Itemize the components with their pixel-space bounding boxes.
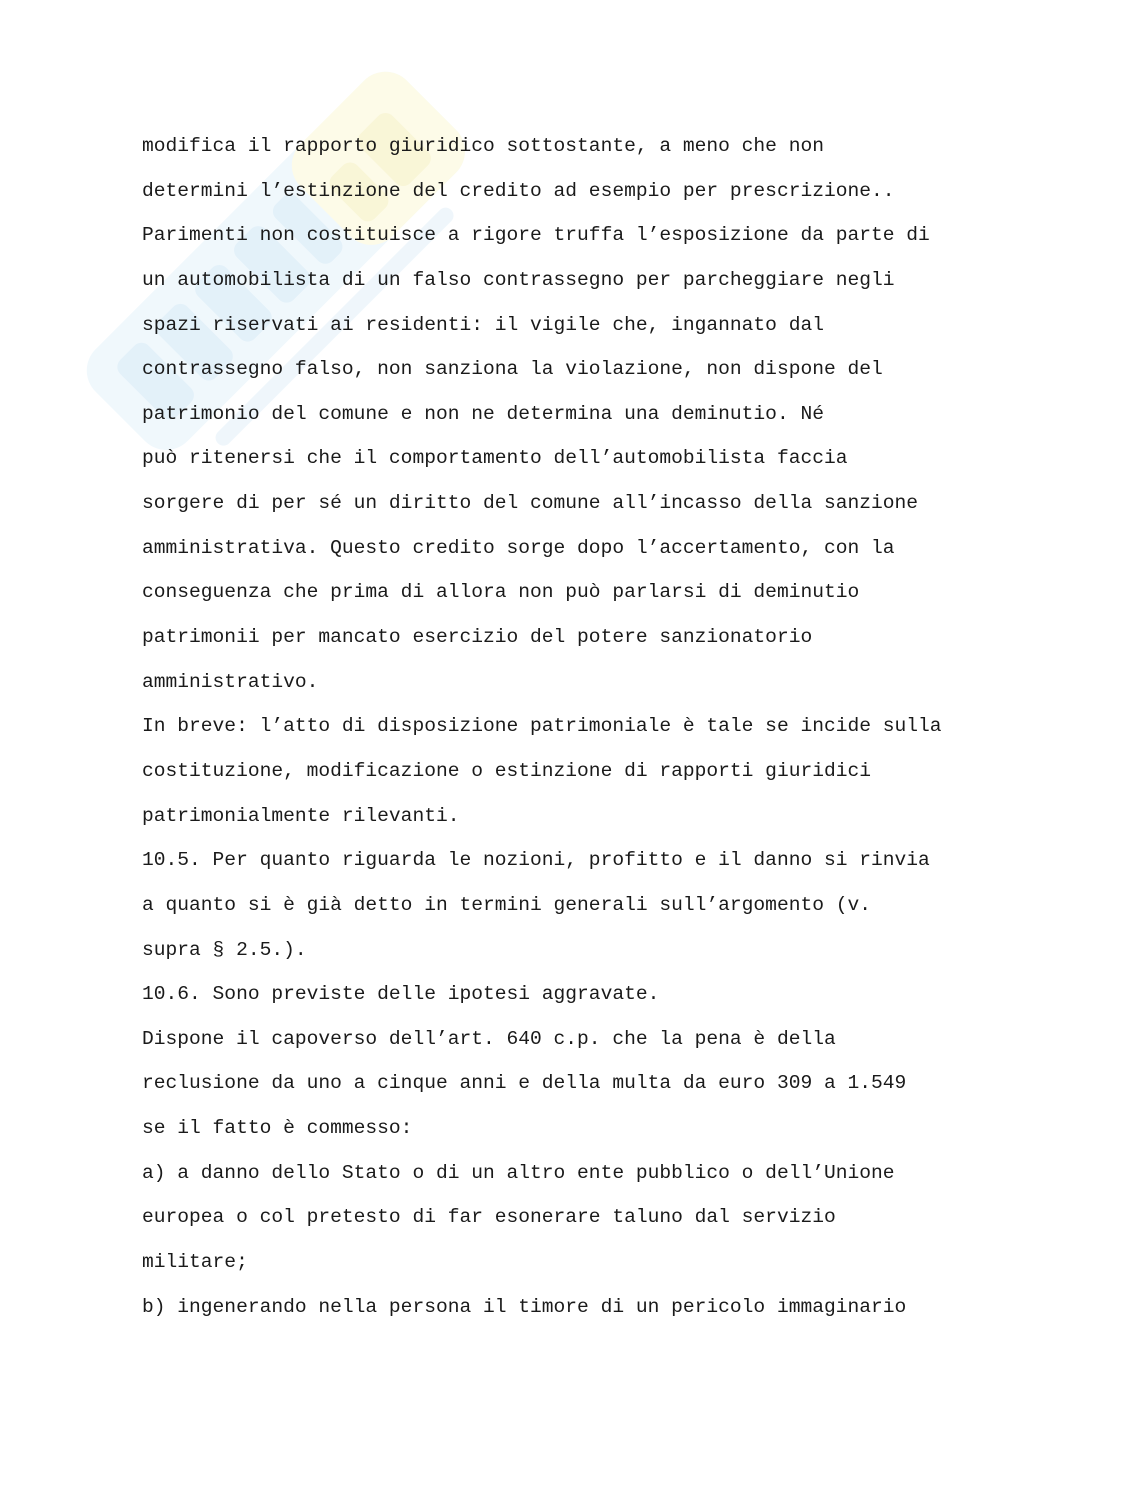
text-line: europea o col pretesto di far esonerare taluno dal servizio — [142, 1206, 836, 1229]
text-line: a quanto si è già detto in termini generali sull’argomento (v. — [142, 893, 872, 916]
text-line: patrimonialmente rilevanti. — [142, 804, 460, 827]
text-line: Dispone il capoverso dell’art. 640 c.p. che la pena è della — [142, 1027, 836, 1050]
text-line: Parimenti non costituisce a rigore truffa l’esposizione da parte di — [142, 224, 930, 247]
text-line: patrimonii per mancato esercizio del potere sanzionatorio — [142, 626, 813, 649]
text-line: reclusione da uno a cinque anni e della multa da euro 309 a 1.549 — [142, 1072, 907, 1095]
text-line: modifica il rapporto giuridico sottostante, a meno che non — [142, 135, 824, 157]
text-line: spazi riservati ai residenti: il vigile che, ingannato dal — [142, 313, 824, 336]
text-line: b) ingenerando nella persona il timore di un pericolo immaginario — [142, 1295, 907, 1318]
text-line: 10.5. Per quanto riguarda le nozioni, profitto e il danno si rinvia — [142, 849, 930, 872]
text-line: patrimonio del comune e non ne determina una deminutio. Né — [142, 402, 824, 425]
document-body — [142, 124, 1042, 1329]
text-line: costituzione, modificazione o estinzione di rapporti giuridici — [142, 759, 872, 782]
text-line: In breve: l’atto di disposizione patrimoniale è tale se incide sulla — [142, 715, 942, 738]
text-line: amministrativa. Questo credito sorge dopo l’accertamento, con la — [142, 536, 895, 559]
text-line: supra § 2.5.). — [142, 938, 307, 961]
text-line: sorgere di per sé un diritto del comune all’incasso della sanzione — [142, 492, 919, 515]
text-line: amministrativo. — [142, 670, 319, 693]
text-line: militare; — [142, 1251, 248, 1274]
text-line: un automobilista di un falso contrassegno per parcheggiare negli — [142, 268, 895, 291]
text-line: contrassegno falso, non sanziona la violazione, non dispone del — [142, 358, 883, 381]
text-line: determini l’estinzione del credito ad esempio per prescrizione.. — [142, 179, 895, 202]
text-line: 10.6. Sono previste delle ipotesi aggravate. — [142, 983, 660, 1006]
text-line: conseguenza che prima di allora non può parlarsi di deminutio — [142, 581, 860, 604]
text-line: può ritenersi che il comportamento dell’automobilista faccia — [142, 447, 848, 470]
text-line: a) a danno dello Stato o di un altro ente pubblico o dell’Unione — [142, 1161, 895, 1184]
text-line: se il fatto è commesso: — [142, 1117, 413, 1140]
